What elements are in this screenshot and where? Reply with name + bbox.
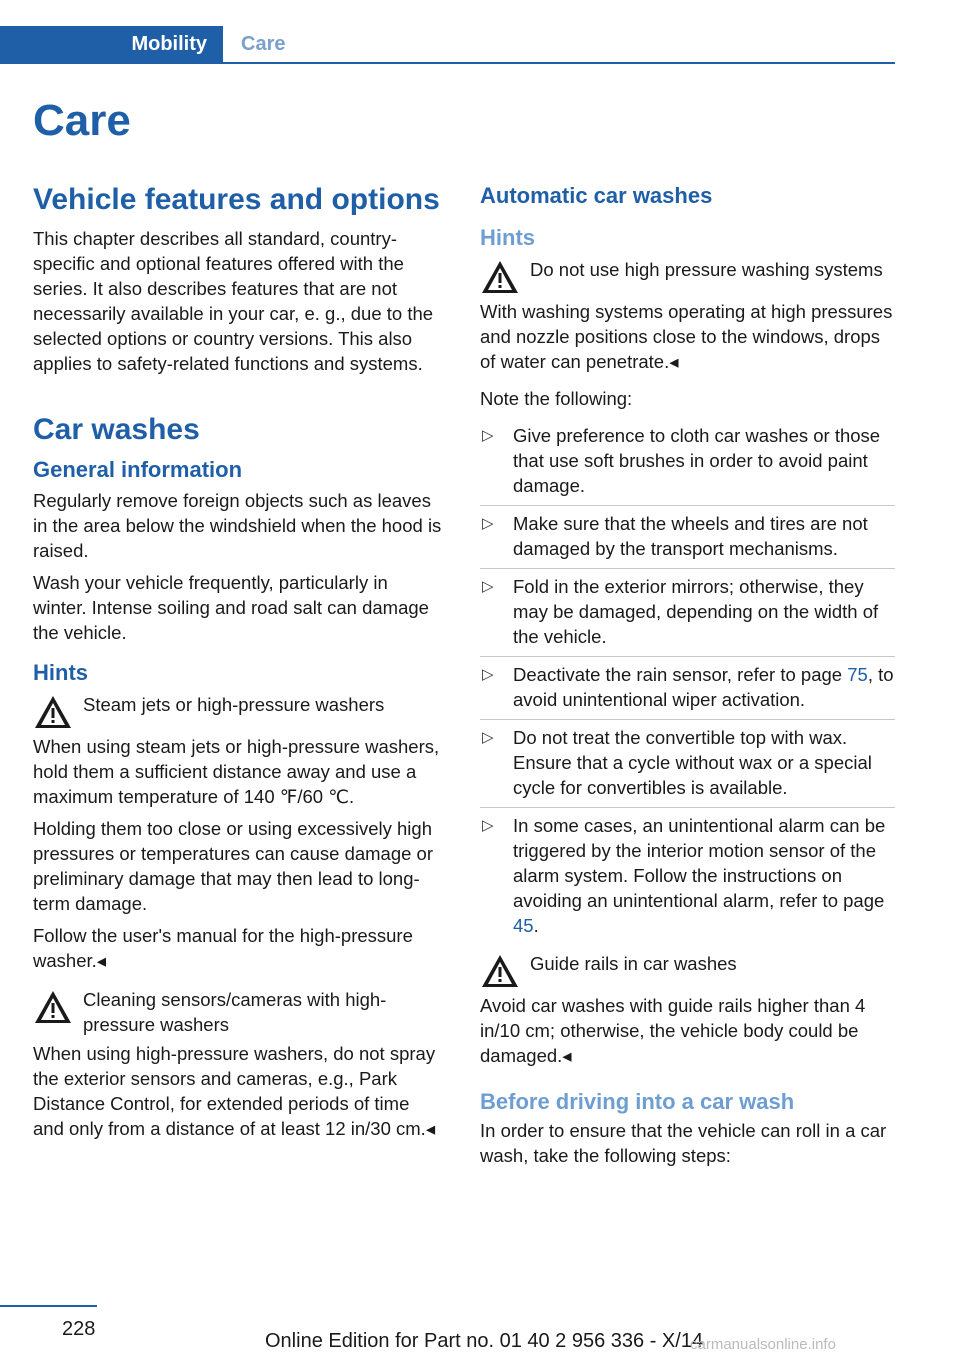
warning-body-1: When using steam jets or high-pressure washers, hold them a sufficient distance away and use a maximum temperature of 140 ℉/60 ℃. <box>33 736 440 807</box>
warning-steam-jets <box>33 692 443 730</box>
warning-triangle-icon <box>33 989 73 1025</box>
warning-body: When using high-pressure washers, do not spray the exterior sensors and cameras, e.g., Park Distance Control, for extended periods of time and only from a distance of at least 12 in/30 cm.◂ <box>33 1043 436 1139</box>
warning-triangle-icon <box>33 694 73 730</box>
paragraph-general-1: Regularly remove foreign objects such as leaves in the area below the windshield when the hood is raised. <box>33 489 442 561</box>
list-item: ▷ Fold in the exterior mirrors; otherwise, they may be damaged, depending on the width of the vehicle. <box>480 569 895 657</box>
section-tab-mobility: Mobility <box>0 26 223 62</box>
heading-general-information: General information <box>33 457 243 482</box>
warning-sensors-cameras <box>33 987 443 1037</box>
paragraph-general-2: Wash your vehicle frequently, particularly in winter. Intense soiling and road salt can damage the vehicle. <box>33 571 429 643</box>
warning-body: With washing systems operating at high pressures and nozzle positions close to the windows, drops of water can penetrate.◂ <box>480 301 893 372</box>
warning-high-pressure <box>480 257 895 295</box>
watermark: carmanualsonline.info <box>690 1336 836 1353</box>
triangle-bullet-icon: ▷ <box>482 817 494 834</box>
warning-title: Steam jets or high-pressure washers <box>83 694 385 715</box>
list-item: ▷ Deactivate the rain sensor, refer to page 75, to avoid unintentional wiper activation. <box>480 657 895 720</box>
page-link-75[interactable]: 75 <box>847 664 868 685</box>
list-item: ▷ Make sure that the wheels and tires are not damaged by the transport mechanisms. <box>480 506 895 569</box>
bullet-list <box>480 418 895 945</box>
heading-vehicle-features: Vehicle features and options <box>33 183 440 216</box>
page-header <box>0 26 895 64</box>
paragraph-note: Note the following: <box>480 388 633 409</box>
triangle-bullet-icon: ▷ <box>482 515 494 532</box>
page-title: Care <box>33 96 131 145</box>
warning-body-2: Holding them too close or using excessively high pressures or temperatures can cause damage or preliminary damage that may then lead to long-term damage. <box>33 818 434 914</box>
list-item: ▷ Give preference to cloth car washes or those that use soft brushes in order to avoid paint damage. <box>480 418 895 506</box>
heading-hints-left: Hints <box>33 659 88 685</box>
page-number: 228 <box>62 1318 96 1340</box>
section-tab-care: Care <box>241 33 286 55</box>
warning-body-3: Follow the user's manual for the high-pressure washer.◂ <box>33 925 413 971</box>
warning-triangle-icon <box>480 953 520 989</box>
heading-automatic-car-washes: Automatic car washes <box>480 183 713 208</box>
page-link-45[interactable]: 45 <box>513 915 534 936</box>
heading-hints-right: Hints <box>480 224 535 250</box>
left-column <box>33 182 443 1148</box>
paragraph-before: In order to ensure that the vehicle can roll in a car wash, take the following steps: <box>480 1119 887 1166</box>
warning-title: Cleaning sensors/cameras with high-pressure washers <box>83 989 387 1035</box>
warning-body: Avoid car washes with guide rails higher than 4 in/10 cm; otherwise, the vehicle body could be damaged.◂ <box>480 995 866 1066</box>
list-item: ▷ Do not treat the convertible top with wax. Ensure that a cycle without wax or a special cycle for convertibles is available. <box>480 720 895 808</box>
right-column <box>480 182 895 1175</box>
triangle-bullet-icon: ▷ <box>482 578 494 595</box>
paragraph-features: This chapter describes all standard, country-specific and optional features offered with the series. It also describes features that are not necessarily available in your car, e. g., due to the selected options or country versions. This also applies to safety-related functions and systems. <box>33 228 434 374</box>
triangle-bullet-icon: ▷ <box>482 666 494 683</box>
list-item: ▷ In some cases, an unintentional alarm can be triggered by the interior motion sensor of the alarm system. Follow the instructions on avoiding an unintentional alarm, refer to page 45. <box>482 815 886 936</box>
triangle-bullet-icon: ▷ <box>482 427 494 444</box>
heading-car-washes: Car washes <box>33 413 200 446</box>
warning-title: Do not use high pressure washing systems <box>530 259 883 280</box>
heading-before-driving: Before driving into a car wash <box>480 1089 795 1114</box>
warning-triangle-icon <box>480 259 520 295</box>
footer-rule <box>0 1305 97 1307</box>
warning-title: Guide rails in car washes <box>530 953 737 974</box>
edition-text: Online Edition for Part no. 01 40 2 956 336 - X/14 <box>265 1330 704 1352</box>
warning-guide-rails <box>480 951 895 989</box>
triangle-bullet-icon: ▷ <box>482 729 494 746</box>
